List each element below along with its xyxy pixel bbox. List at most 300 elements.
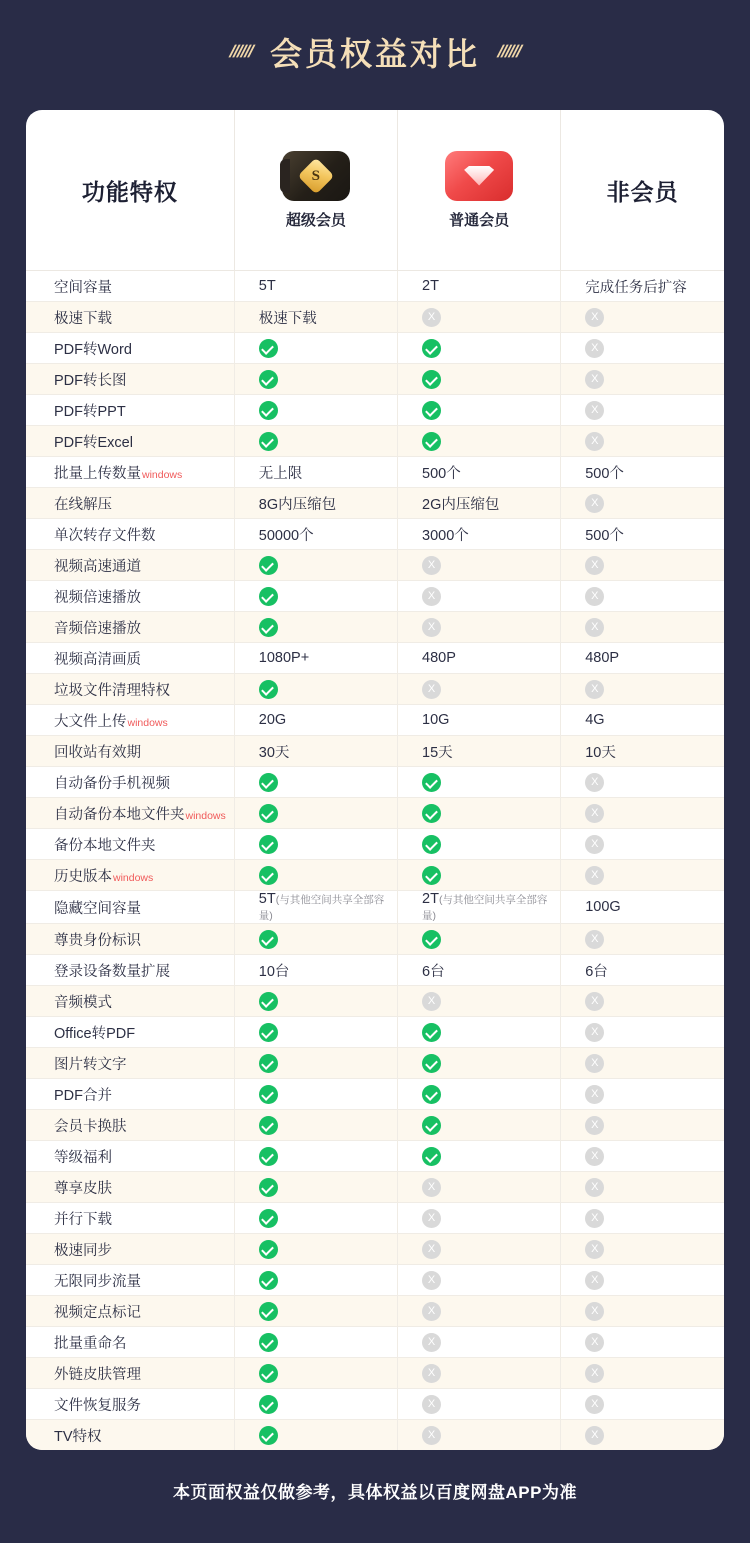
cross-icon: X	[585, 587, 604, 606]
check-icon	[422, 835, 441, 854]
check-icon	[422, 773, 441, 792]
plan-value-cell	[234, 1048, 397, 1079]
plan-value-cell	[234, 1203, 397, 1234]
table-row	[26, 1079, 724, 1110]
feature-label: 文件恢复服务	[26, 1389, 234, 1420]
plan-value-cell	[561, 1420, 724, 1451]
plan-name-svip: 超级会员	[285, 211, 346, 229]
plan-value-cell	[398, 986, 561, 1017]
table-row	[26, 1420, 724, 1451]
cross-icon: X	[585, 1302, 604, 1321]
feature-platform-note: windows	[127, 716, 168, 729]
cross-icon: X	[422, 556, 441, 575]
plan-value-note: (与其他空间共享全部容量)	[422, 894, 548, 922]
plan-value-cell	[561, 581, 724, 612]
footer-disclaimer: 本页面权益仅做参考，具体权益以百度网盘APP为准	[173, 1483, 577, 1502]
plan-value-cell	[234, 705, 397, 736]
check-icon	[259, 1023, 278, 1042]
cross-icon: X	[585, 1116, 604, 1135]
plan-value-cell	[561, 1048, 724, 1079]
feature-label: PDF转Word	[26, 333, 234, 364]
table-row	[26, 1265, 724, 1296]
feature-platform-note: windows	[142, 468, 183, 481]
plan-value-cell	[234, 550, 397, 581]
check-icon	[259, 1178, 278, 1197]
check-icon	[259, 680, 278, 699]
plan-value-text: 2G内压缩包	[422, 496, 500, 513]
cross-icon: X	[585, 680, 604, 699]
plan-value-cell	[561, 519, 724, 550]
cross-icon: X	[585, 432, 604, 451]
plan-value-cell	[561, 550, 724, 581]
plan-value-cell	[234, 364, 397, 395]
plan-value-text: 500个	[422, 465, 461, 482]
table-row	[26, 333, 724, 364]
plan-column-header-free	[561, 110, 724, 271]
check-icon	[259, 1116, 278, 1135]
plan-value-cell	[234, 1327, 397, 1358]
plan-name-free: 非会员	[606, 178, 679, 205]
cross-icon: X	[585, 1364, 604, 1383]
cross-icon: X	[585, 1426, 604, 1445]
check-icon	[259, 1147, 278, 1166]
feature-label: 批量重命名	[26, 1327, 234, 1358]
check-icon	[259, 370, 278, 389]
table-row	[26, 674, 724, 705]
plan-value-cell	[561, 986, 724, 1017]
plan-value-cell	[561, 1141, 724, 1172]
plan-value-cell	[561, 705, 724, 736]
check-icon	[259, 1271, 278, 1290]
plan-value-cell	[234, 1141, 397, 1172]
cross-icon: X	[585, 835, 604, 854]
table-row	[26, 1172, 724, 1203]
plan-value-cell	[561, 674, 724, 705]
plan-value-cell	[234, 891, 397, 924]
plan-value-cell	[561, 1110, 724, 1141]
feature-label: 视频定点标记	[26, 1296, 234, 1327]
feature-label: 在线解压	[26, 488, 234, 519]
cross-icon: X	[422, 680, 441, 699]
check-icon	[422, 1116, 441, 1135]
cross-icon: X	[585, 1395, 604, 1414]
plan-value-cell	[398, 426, 561, 457]
cross-icon: X	[585, 618, 604, 637]
table-row	[26, 581, 724, 612]
left-slash-decoration: //////	[226, 42, 256, 61]
cross-icon: X	[585, 494, 604, 513]
feature-label: Office转PDF	[26, 1017, 234, 1048]
table-row	[26, 364, 724, 395]
plan-value-text: 极速下载	[258, 310, 317, 327]
plan-value-cell	[398, 1234, 561, 1265]
table-row	[26, 860, 724, 891]
plan-value-cell	[561, 1203, 724, 1234]
feature-label: 极速下载	[26, 302, 234, 333]
plan-value-cell	[234, 986, 397, 1017]
plan-value-cell	[234, 643, 397, 674]
check-icon	[422, 370, 441, 389]
check-icon	[259, 432, 278, 451]
cross-icon: X	[422, 1271, 441, 1290]
table-row	[26, 643, 724, 674]
plan-value-cell	[561, 955, 724, 986]
table-row	[26, 891, 724, 924]
plan-value-cell	[234, 1172, 397, 1203]
feature-label: 并行下载	[26, 1203, 234, 1234]
plan-value-text: 1080P+	[258, 650, 310, 666]
feature-label: 视频高清画质	[26, 643, 234, 674]
cross-icon: X	[585, 1240, 604, 1259]
check-icon	[422, 804, 441, 823]
plan-value-text: 30天	[258, 744, 290, 761]
feature-label: PDF转长图	[26, 364, 234, 395]
plan-value-cell	[234, 1389, 397, 1420]
table-row	[26, 1296, 724, 1327]
plan-value-cell	[234, 1234, 397, 1265]
vip-gem-icon	[445, 151, 513, 201]
cross-icon: X	[585, 1271, 604, 1290]
feature-platform-note: windows	[113, 871, 154, 884]
plan-value-cell	[234, 767, 397, 798]
plan-value-cell	[234, 1296, 397, 1327]
plan-value-cell	[398, 1358, 561, 1389]
plan-value-cell	[561, 457, 724, 488]
plan-value-cell	[234, 612, 397, 643]
plan-value-cell	[398, 798, 561, 829]
plan-value-cell	[561, 1389, 724, 1420]
table-row	[26, 1141, 724, 1172]
plan-value-cell	[398, 736, 561, 767]
feature-label: 音频倍速播放	[26, 612, 234, 643]
cross-icon: X	[585, 1085, 604, 1104]
check-icon	[259, 1395, 278, 1414]
plan-value-cell	[561, 1079, 724, 1110]
plan-value-cell	[561, 333, 724, 364]
plan-value-cell	[234, 860, 397, 891]
plan-value-cell	[398, 1141, 561, 1172]
plan-value-cell	[561, 395, 724, 426]
plan-value-cell	[398, 1079, 561, 1110]
table-row	[26, 1203, 724, 1234]
check-icon	[259, 401, 278, 420]
feature-label: 视频倍速播放	[26, 581, 234, 612]
cross-icon: X	[585, 773, 604, 792]
table-row	[26, 488, 724, 519]
plan-value-cell	[398, 767, 561, 798]
cross-icon: X	[585, 556, 604, 575]
feature-label: 等级福利	[26, 1141, 234, 1172]
plan-value-cell	[234, 1017, 397, 1048]
plan-value-cell	[398, 1017, 561, 1048]
table-row	[26, 955, 724, 986]
cross-icon: X	[422, 1395, 441, 1414]
feature-label: 图片转文字	[26, 1048, 234, 1079]
plan-value-cell	[561, 1358, 724, 1389]
plan-value-cell	[234, 1110, 397, 1141]
check-icon	[422, 1085, 441, 1104]
check-icon	[259, 1426, 278, 1445]
plan-value-cell	[398, 1172, 561, 1203]
check-icon	[422, 339, 441, 358]
plan-value-cell	[234, 302, 397, 333]
plan-value-cell	[398, 364, 561, 395]
plan-value-cell	[561, 1172, 724, 1203]
plan-value-cell	[234, 924, 397, 955]
check-icon	[259, 587, 278, 606]
feature-label: 自动备份本地文件夹windows	[26, 798, 234, 829]
feature-label: 备份本地文件夹	[26, 829, 234, 860]
page-header	[0, 0, 750, 104]
check-icon	[259, 1333, 278, 1352]
cross-icon: X	[422, 1178, 441, 1197]
table-row	[26, 798, 724, 829]
table-row	[26, 271, 724, 302]
plan-value-text: 100G	[585, 899, 621, 915]
plan-value-cell	[561, 767, 724, 798]
plan-value-text: 10台	[258, 963, 290, 980]
plan-value-text: 6台	[422, 963, 445, 980]
feature-label: 外链皮肤管理	[26, 1358, 234, 1389]
plan-value-cell	[234, 519, 397, 550]
plan-name-vip: 普通会员	[449, 211, 510, 229]
table-row	[26, 705, 724, 736]
check-icon	[259, 773, 278, 792]
plan-value-cell	[561, 1234, 724, 1265]
plan-value-cell	[561, 426, 724, 457]
plan-value-cell	[561, 891, 724, 924]
plan-value-cell	[234, 955, 397, 986]
plan-value-cell	[398, 924, 561, 955]
cross-icon: X	[422, 1302, 441, 1321]
feature-label: PDF合并	[26, 1079, 234, 1110]
plan-value-text: 15天	[422, 744, 453, 761]
benefits-comparison-table	[26, 110, 724, 1450]
feature-label: 隐藏空间容量	[26, 891, 234, 924]
plan-value-text: 5T	[258, 891, 276, 907]
feature-label: 大文件上传windows	[26, 705, 234, 736]
feature-label: 会员卡换肤	[26, 1110, 234, 1141]
cross-icon: X	[585, 1147, 604, 1166]
plan-value-cell	[398, 1420, 561, 1451]
feature-label: 批量上传数量windows	[26, 457, 234, 488]
check-icon	[259, 1302, 278, 1321]
feature-label: 垃圾文件清理特权	[26, 674, 234, 705]
table-row	[26, 302, 724, 333]
plan-value-cell	[398, 705, 561, 736]
cross-icon: X	[585, 308, 604, 327]
table-row	[26, 829, 724, 860]
plan-value-note: (与其他空间共享全部容量)	[258, 894, 385, 922]
check-icon	[259, 835, 278, 854]
plan-value-cell	[561, 829, 724, 860]
plan-value-cell	[398, 955, 561, 986]
plan-value-text: 3000个	[422, 527, 469, 544]
page-title: 会员权益对比	[269, 36, 480, 72]
check-icon	[422, 432, 441, 451]
table-row	[26, 612, 724, 643]
plan-value-cell	[398, 271, 561, 302]
feature-label: 无限同步流量	[26, 1265, 234, 1296]
plan-value-cell	[561, 488, 724, 519]
plan-value-cell	[398, 1327, 561, 1358]
feature-label: PDF转PPT	[26, 395, 234, 426]
table-row	[26, 1048, 724, 1079]
table-row	[26, 395, 724, 426]
feature-label: PDF转Excel	[26, 426, 234, 457]
feature-platform-note: windows	[185, 809, 226, 822]
plan-value-cell	[398, 333, 561, 364]
plan-value-cell	[561, 1265, 724, 1296]
plan-value-cell	[561, 1296, 724, 1327]
plan-value-cell	[234, 488, 397, 519]
feature-label: 尊享皮肤	[26, 1172, 234, 1203]
plan-value-text: 500个	[585, 527, 624, 544]
cross-icon: X	[585, 370, 604, 389]
plan-value-text: 20G	[258, 712, 287, 728]
plan-value-cell	[398, 519, 561, 550]
plan-column-header-svip	[234, 110, 397, 271]
check-icon	[422, 401, 441, 420]
plan-value-cell	[234, 395, 397, 426]
cross-icon: X	[585, 866, 604, 885]
feature-label: 回收站有效期	[26, 736, 234, 767]
table-row	[26, 924, 724, 955]
plan-value-cell	[234, 1079, 397, 1110]
check-icon	[259, 866, 278, 885]
svip-diamond-icon: S	[282, 151, 350, 201]
plan-value-cell	[398, 1110, 561, 1141]
plan-value-cell	[234, 1265, 397, 1296]
plan-value-text: 480P	[422, 650, 456, 666]
cross-icon: X	[422, 1426, 441, 1445]
plan-value-cell	[561, 302, 724, 333]
table-row	[26, 426, 724, 457]
plan-value-text: 10G	[422, 712, 450, 728]
plan-value-cell	[561, 612, 724, 643]
plan-value-cell	[398, 612, 561, 643]
plan-value-text: 8G内压缩包	[258, 496, 337, 513]
plan-value-cell	[398, 829, 561, 860]
plan-value-cell	[561, 798, 724, 829]
cross-icon: X	[585, 1333, 604, 1352]
cross-icon: X	[585, 339, 604, 358]
plan-value-cell	[398, 1265, 561, 1296]
plan-value-cell	[398, 1048, 561, 1079]
feature-label: 视频高速通道	[26, 550, 234, 581]
plan-value-cell	[398, 1203, 561, 1234]
cross-icon: X	[422, 1333, 441, 1352]
plan-value-cell	[234, 1358, 397, 1389]
plan-value-cell	[561, 643, 724, 674]
table-row	[26, 550, 724, 581]
feature-label: 极速同步	[26, 1234, 234, 1265]
comparison-card	[26, 110, 724, 1450]
feature-label: 历史版本windows	[26, 860, 234, 891]
table-body	[26, 271, 724, 1451]
plan-value-cell	[234, 798, 397, 829]
check-icon	[422, 930, 441, 949]
plan-value-cell	[234, 333, 397, 364]
feature-label: 登录设备数量扩展	[26, 955, 234, 986]
cross-icon: X	[585, 1178, 604, 1197]
plan-value-cell	[234, 581, 397, 612]
plan-value-cell	[398, 550, 561, 581]
plan-value-text: 10天	[585, 744, 616, 761]
cross-icon: X	[585, 804, 604, 823]
table-row	[26, 1234, 724, 1265]
check-icon	[259, 556, 278, 575]
check-icon	[259, 992, 278, 1011]
plan-value-cell	[561, 860, 724, 891]
cross-icon: X	[585, 992, 604, 1011]
plan-value-text: 完成任务后扩容	[585, 279, 687, 296]
plan-value-cell	[234, 1420, 397, 1451]
table-row	[26, 1017, 724, 1048]
table-row	[26, 986, 724, 1017]
plan-value-cell	[561, 1327, 724, 1358]
plan-value-cell	[561, 736, 724, 767]
cross-icon: X	[422, 1209, 441, 1228]
check-icon	[259, 804, 278, 823]
plan-value-cell	[398, 457, 561, 488]
cross-icon: X	[422, 1240, 441, 1259]
table-row	[26, 767, 724, 798]
check-icon	[259, 339, 278, 358]
plan-value-text: 480P	[585, 650, 620, 666]
feature-label: 自动备份手机视频	[26, 767, 234, 798]
plan-value-text: 50000个	[258, 527, 314, 544]
table-row	[26, 1110, 724, 1141]
check-icon	[422, 1023, 441, 1042]
check-icon	[259, 1054, 278, 1073]
plan-value-cell	[234, 271, 397, 302]
cross-icon: X	[422, 587, 441, 606]
cross-icon: X	[585, 930, 604, 949]
check-icon	[422, 1054, 441, 1073]
feature-label: TV特权	[26, 1420, 234, 1451]
table-header-row	[26, 110, 724, 271]
plan-value-cell	[398, 674, 561, 705]
plan-value-cell	[234, 674, 397, 705]
table-row	[26, 457, 724, 488]
table-row	[26, 1389, 724, 1420]
plan-value-cell	[398, 581, 561, 612]
plan-value-cell	[398, 891, 561, 924]
plan-value-cell	[398, 302, 561, 333]
cross-icon: X	[422, 1364, 441, 1383]
plan-value-text: 2T	[422, 891, 439, 907]
plan-value-cell	[398, 1296, 561, 1327]
plan-value-cell	[398, 1389, 561, 1420]
plan-value-cell	[561, 364, 724, 395]
feature-label: 单次转存文件数	[26, 519, 234, 550]
plan-value-cell	[234, 457, 397, 488]
table-row	[26, 736, 724, 767]
cross-icon: X	[585, 1054, 604, 1073]
plan-value-text: 500个	[585, 465, 624, 482]
plan-value-cell	[398, 643, 561, 674]
cross-icon: X	[422, 992, 441, 1011]
plan-value-cell	[234, 426, 397, 457]
feature-label: 音频模式	[26, 986, 234, 1017]
plan-value-cell	[561, 1017, 724, 1048]
plan-value-text: 5T	[258, 278, 276, 294]
feature-label: 空间容量	[26, 271, 234, 302]
plan-value-cell	[234, 736, 397, 767]
check-icon	[259, 1085, 278, 1104]
plan-column-header-vip	[398, 110, 561, 271]
